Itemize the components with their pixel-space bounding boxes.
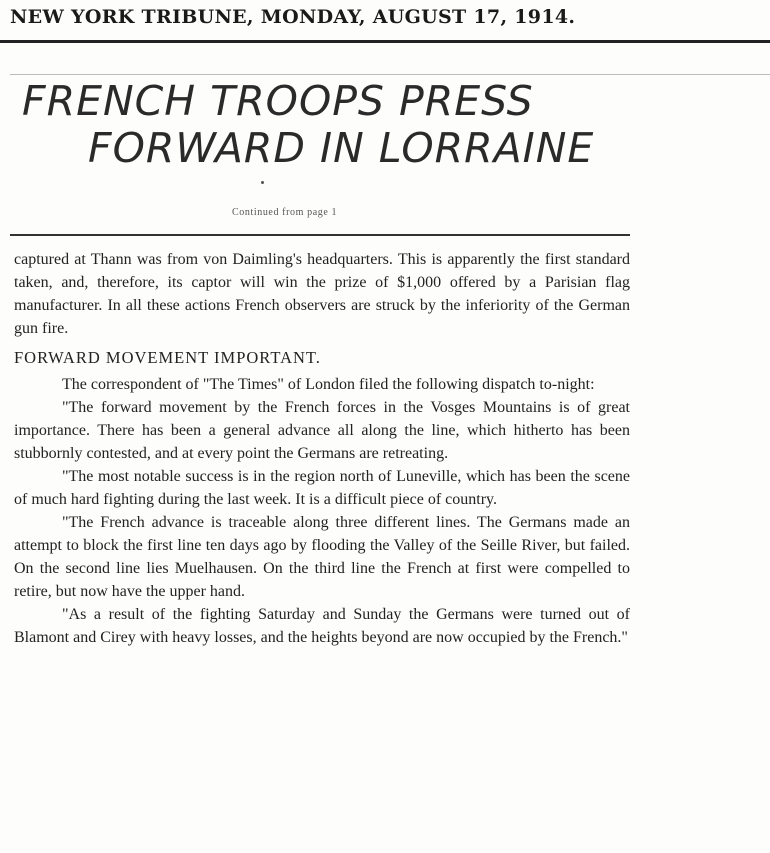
- article-subhead: FORWARD MOVEMENT IMPORTANT.: [14, 348, 321, 367]
- headline: [14, 78, 654, 172]
- section-rule: [10, 234, 630, 236]
- article-body: [14, 246, 630, 649]
- article-paragraph: "The forward movement by the French forces in the Vosges Mountains is of great importance. There has been a general advance all along the line, which hitherto has been stubbornly contested, and at every point the Germans are retreating.: [14, 399, 630, 462]
- masthead-text: NEW YORK TRIBUNE, MONDAY, AUGUST 17, 1914.: [10, 6, 576, 28]
- headline-line-1: FRENCH TROOPS PRESS: [22, 77, 534, 125]
- headline-line-2: FORWARD IN LORRAINE: [88, 124, 595, 172]
- continued-from-note: Continued from page 1: [232, 207, 338, 218]
- article-paragraph: "As a result of the fighting Saturday and Sunday the Germans were turned out of Blamont and Cirey with heavy losses, and the heights beyond are now occupied by the French.": [14, 606, 630, 646]
- decorative-dot: [261, 181, 264, 184]
- newspaper-masthead: [0, 0, 770, 43]
- article-paragraph: The correspondent of "The Times" of London filed the following dispatch to-night:: [62, 376, 595, 393]
- article-paragraph: "The most notable success is in the region north of Luneville, which has been the scene of much hard fighting during the last week. It is a difficult piece of country.: [14, 468, 630, 508]
- article-paragraph: "The French advance is traceable along three different lines. The Germans made an attempt to block the first line ten days ago by flooding the Valley of the Seille River, but failed. On the second line lies Muelhausen. On the third line the French at first were compelled to retire, but now have the upper hand.: [14, 514, 630, 600]
- top-rule: [10, 74, 770, 75]
- article-paragraph: captured at Thann was from von Daimling's headquarters. This is apparently the first standard taken, and, therefore, its captor will win the prize of $1,000 offered by a Parisian flag manufacturer. In all these actions French observers are struck by the inferiority of the German gun fire.: [14, 251, 630, 337]
